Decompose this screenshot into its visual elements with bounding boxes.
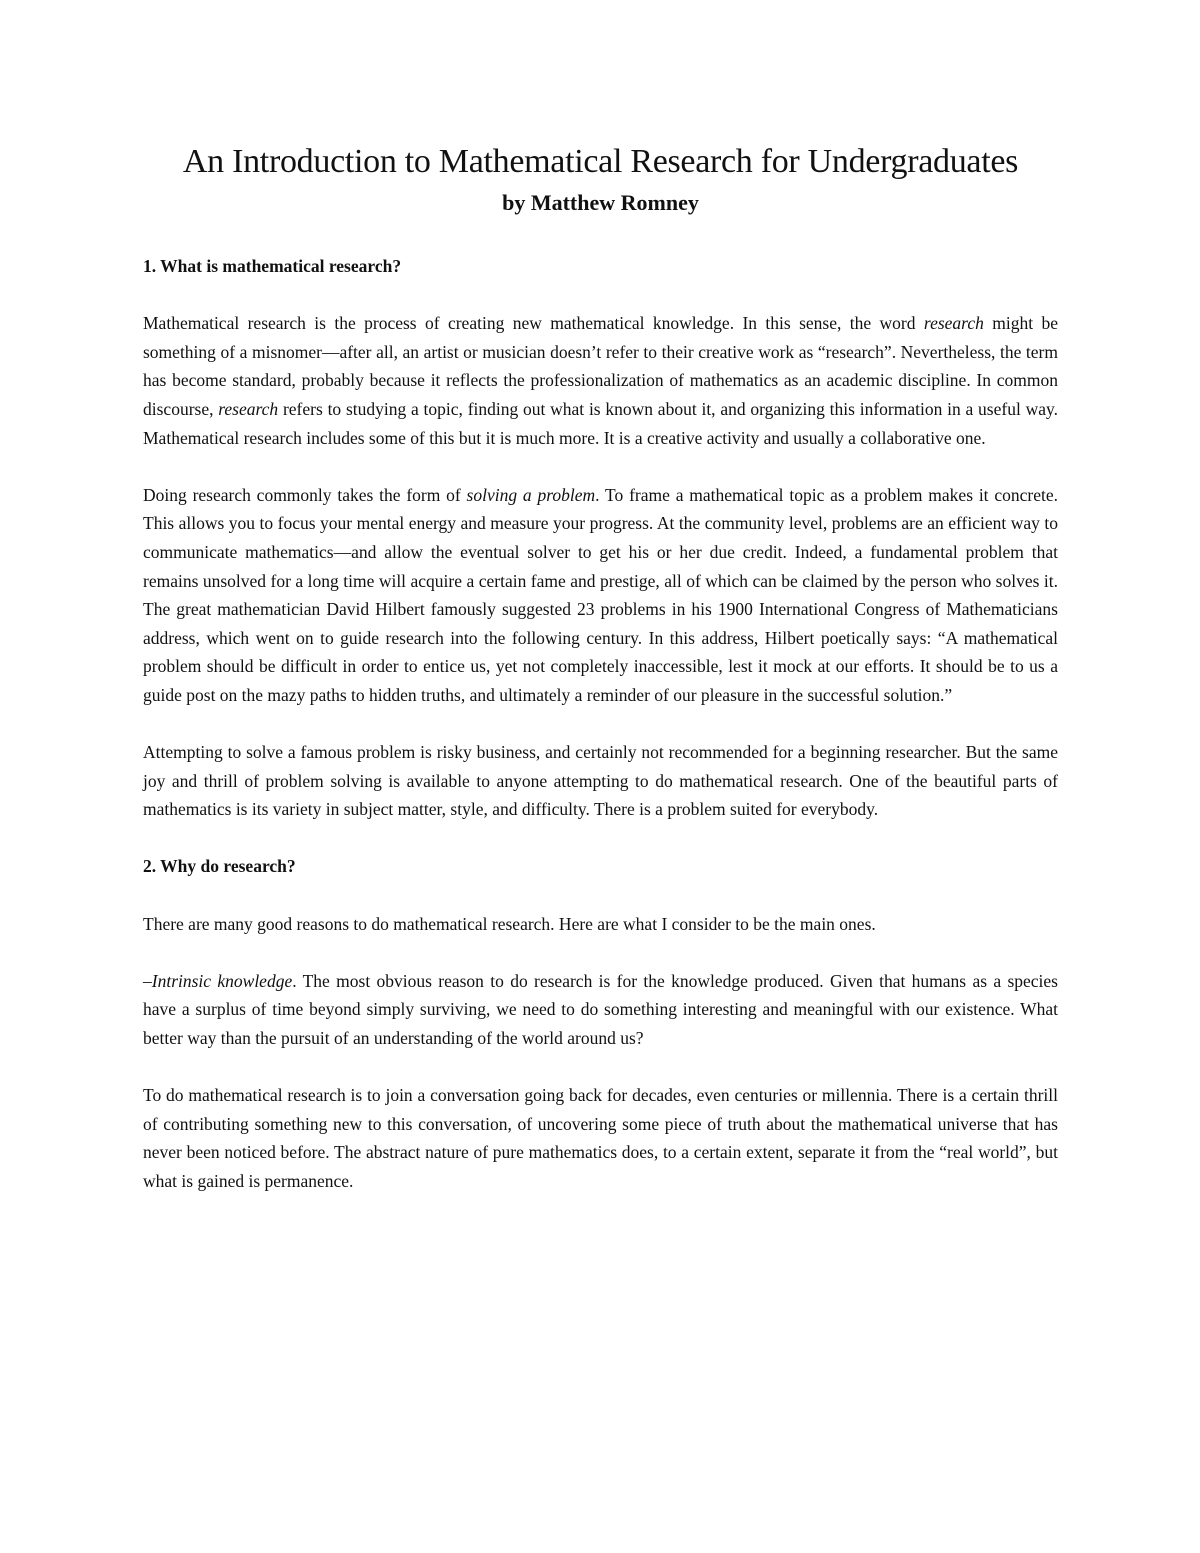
document-title: An Introduction to Mathematical Research for Undergraduates (182, 143, 1019, 180)
section-1-paragraph-1: Mathematical research is the process of creating new mathematical knowledge. In this sense, the word research might be something of a misnomer—after all, an artist or musician doesn’t refer to their creative work as “research”. Nevertheless, the term has become standard, probably because it reflects the professionalization of mathematics as an academic discipline. In common discourse, research refers to studying a topic, finding out what is known about it, and organizing this information in a useful way. Mathematical research includes some of this but it is much more. It is a creative activity and usually a collaborative one. (143, 313, 1058, 448)
document-page (143, 140, 1058, 1196)
emphasis-research-2: research (218, 398, 279, 419)
section-2-paragraph-3: To do mathematical research is to join a conversation going back for decades, even centuries or millennia. There is a certain thrill of contributing something new to this conversation, of uncovering some piece of truth about the mathematical universe that has never been noticed before. The abstract nature of pure mathematics does, to a certain extent, separate it from the “real world”, but what is gained is permanence. (143, 1085, 1058, 1191)
section-1-heading: 1. What is mathematical research? (143, 256, 402, 276)
section-2-heading: 2. Why do research? (143, 856, 296, 877)
emphasis-solving-a-problem: solving a problem (466, 484, 596, 505)
section-2-paragraph-1: There are many good reasons to do mathematical research. Here are what I consider to be the main ones. (143, 913, 876, 934)
section-1-paragraph-3: Attempting to solve a famous problem is risky business, and certainly not recommended for a beginning researcher. But the same joy and thrill of problem solving is available to anyone attempting to do mathematical research. One of the beautiful parts of mathematics is its variety in subject matter, style, and difficulty. There is a problem suited for everybody. (143, 742, 1058, 820)
section-2-paragraph-2: –Intrinsic knowledge. The most obvious reason to do research is for the knowledge produced. Given that humans as a species have a surplus of time beyond simply surviving, we need to do something interesting and meaningful with our existence. What better way than the pursuit of an understanding of the world around us? (143, 970, 1058, 1049)
emphasis-research: research (923, 313, 984, 334)
document-byline: by Matthew Romney (502, 190, 699, 215)
section-1-paragraph-2: Doing research commonly takes the form of solving a problem. To frame a mathematical topic as a problem makes it concrete. This allows you to focus your mental energy and measure your progress. At the community level, problems are an efficient way to communicate mathematics—and allow the eventual solver to get his or her due credit. Indeed, a fundamental problem that remains unsolved for a long time will acquire a certain fame and prestige, all of which can be claimed by the person who solves it. The great mathematician David Hilbert famously suggested 23 problems in his 1900 International Congress of Mathematicians address, which went on to guide research into the following century. In this address, Hilbert poetically says: “A mathematical problem should be difficult in order to entice us, yet not completely inaccessible, lest it mock at our efforts. It should be to us a guide post on the mazy paths to hidden truths, and ultimately a reminder of our pleasure in the successful solution.” (143, 484, 1058, 705)
emphasis-intrinsic-knowledge: –Intrinsic knowledge (143, 970, 293, 991)
